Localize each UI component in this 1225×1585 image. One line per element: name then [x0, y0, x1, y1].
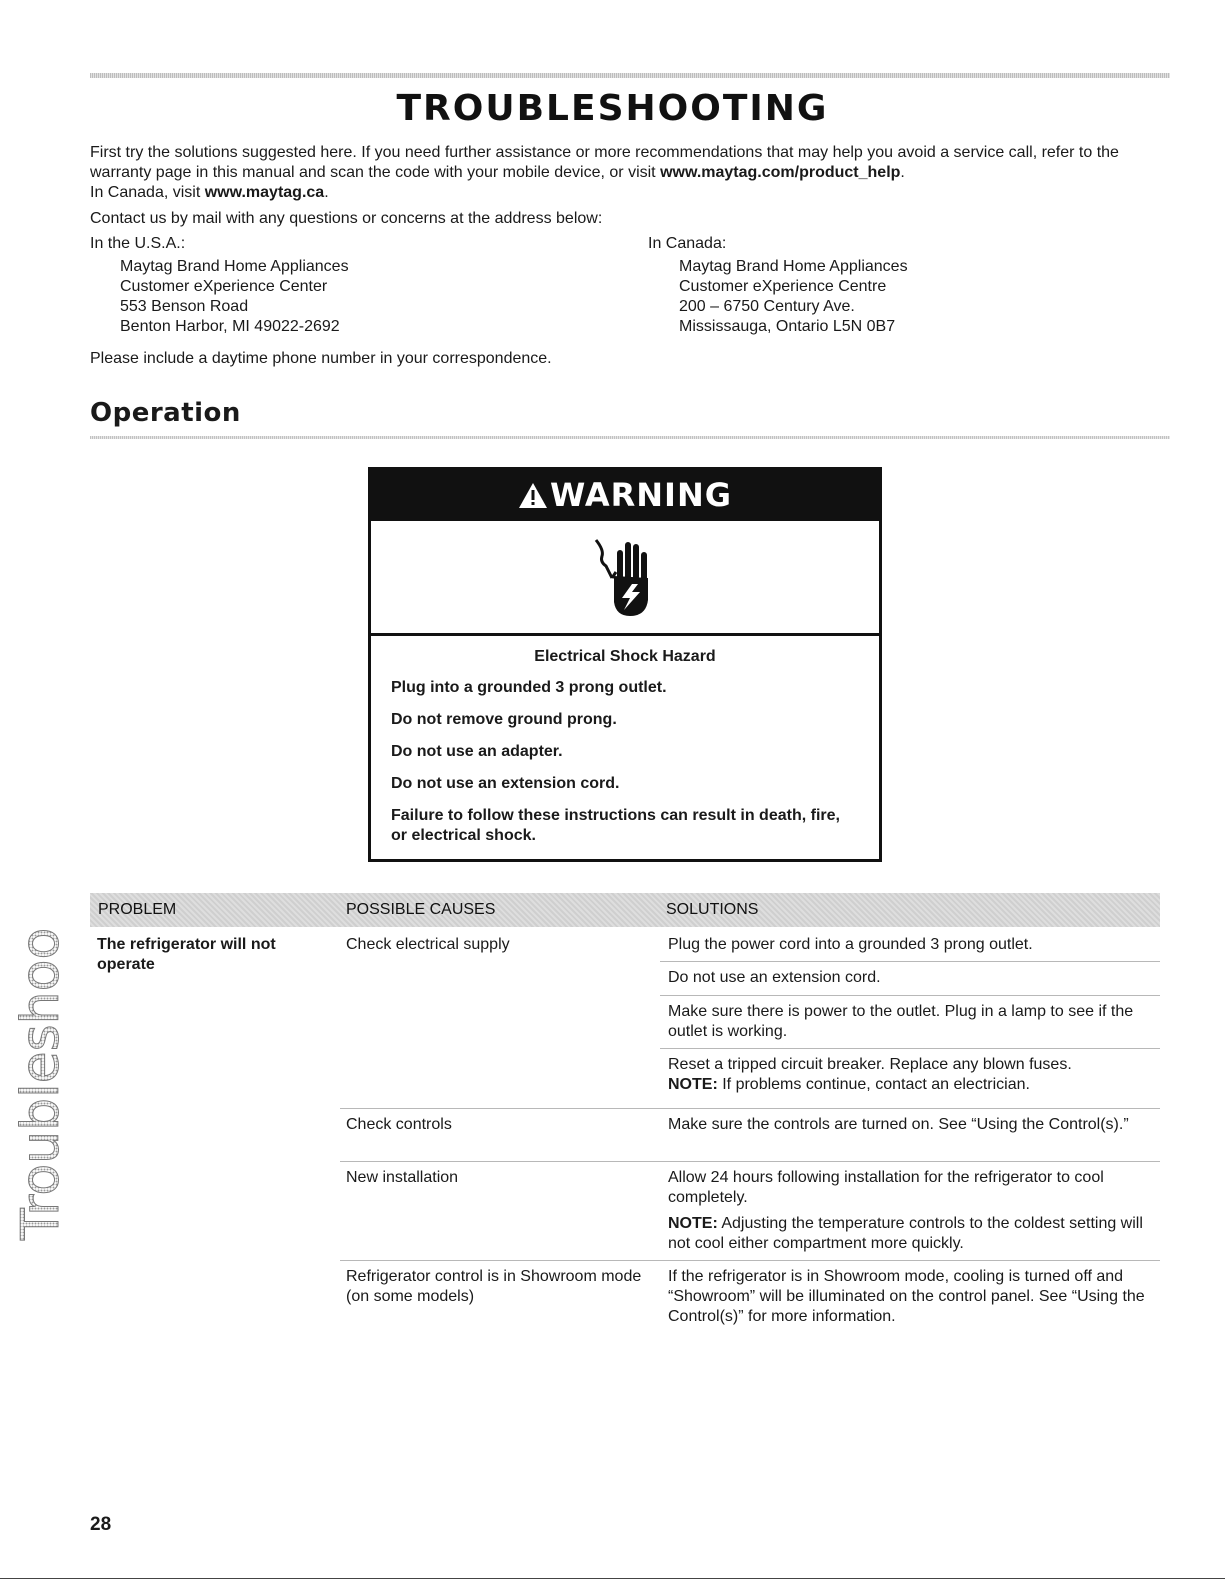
note-label: NOTE:: [668, 1076, 718, 1093]
problem-text: The refrigerator will not operate: [97, 936, 276, 973]
row-divider: [340, 1260, 1160, 1261]
cause-text: Refrigerator control is in Showroom mode (on some models): [346, 1268, 642, 1305]
solution-text: Plug the power cord into a grounded 3 prong outlet.: [668, 936, 1033, 953]
solution-text: [668, 1168, 1158, 1254]
canada-label: In Canada:: [648, 235, 727, 252]
page-title: TROUBLESHOOTING: [396, 88, 829, 129]
top-rule: [90, 73, 1170, 78]
intro-paragraph: [90, 143, 1175, 203]
usa-address-line: 553 Benson Road: [120, 298, 249, 315]
hazard-title: Electrical Shock Hazard: [534, 648, 716, 665]
solution-text: Make sure the controls are turned on. See “Using the Control(s).”: [668, 1116, 1129, 1133]
section-heading: Operation: [90, 398, 241, 428]
row-divider: [340, 1161, 1160, 1162]
bottom-rule: [0, 1578, 1225, 1579]
product-help-link[interactable]: www.maytag.com/product_help: [660, 164, 901, 181]
warning-line: Plug into a grounded 3 prong outlet.: [391, 679, 667, 696]
table-header: [90, 893, 1160, 927]
canada-link[interactable]: www.maytag.ca: [204, 184, 325, 201]
warning-line: Do not remove ground prong.: [391, 711, 617, 728]
canada-address-line: 200 – 6750 Century Ave.: [679, 298, 855, 315]
solution-note: [668, 1075, 1158, 1095]
canada-address: [648, 234, 1168, 337]
row-divider: [660, 995, 1160, 996]
usa-address-line: Customer eXperience Center: [120, 278, 328, 295]
note-label: NOTE:: [668, 1215, 718, 1232]
cause-text: New installation: [346, 1169, 459, 1186]
side-tab-label: [0, 930, 68, 1250]
section-rule: [90, 436, 1170, 439]
solution-text: If the refrigerator is in Showroom mode, cooling is turned off and “Showroom” will be illuminated on the control panel. See “Using the Control(s)” for more information.: [668, 1268, 1145, 1325]
canada-text: In Canada, visit: [90, 184, 205, 201]
row-divider: [340, 1108, 1160, 1109]
cause-text: Check controls: [346, 1116, 452, 1133]
solution-text: Do not use an extension cord.: [668, 969, 881, 986]
warning-triangle-icon: [518, 482, 548, 509]
solution-text: [668, 1055, 1158, 1095]
electrical-shock-hand-icon: [590, 532, 660, 622]
header-possible-causes: POSSIBLE CAUSES: [346, 901, 496, 918]
usa-address: [90, 234, 610, 337]
warning-line: Do not use an extension cord.: [391, 775, 620, 792]
include-note: Please include a daytime phone number in your correspondence.: [90, 350, 552, 367]
warning-box: [368, 467, 882, 862]
header-solutions: SOLUTIONS: [666, 901, 759, 918]
intro-text: First try the solutions suggested here. If you need further assistance or more recommendations that may help you avoid a service call, refer to the warranty page in this manual and scan the code with your mobile device, or visit: [90, 144, 1119, 181]
canada-address-line: Customer eXperience Centre: [679, 278, 887, 295]
warning-header: [371, 470, 879, 521]
cause-text: Check electrical supply: [346, 936, 510, 953]
row-divider: [660, 961, 1160, 962]
solution-note: [668, 1214, 1158, 1254]
canada-address-line: Maytag Brand Home Appliances: [679, 258, 908, 275]
svg-text:Troubleshooting: Troubleshooting: [11, 930, 68, 1240]
warning-body: [371, 636, 879, 846]
note-text: Adjusting the temperature controls to the coldest setting will not cool either compartment more quickly.: [668, 1215, 1143, 1252]
side-tab: [0, 930, 68, 1250]
canada-address-line: Mississauga, Ontario L5N 0B7: [679, 318, 896, 335]
solution-line: Reset a tripped circuit breaker. Replace any blown fuses.: [668, 1056, 1072, 1073]
canada-end: .: [324, 184, 329, 201]
intro: [90, 143, 1175, 235]
warning-line: Do not use an adapter.: [391, 743, 563, 760]
row-divider: [660, 1048, 1160, 1049]
intro-end: .: [900, 164, 905, 181]
note-text: If problems continue, contact an electrician.: [717, 1076, 1030, 1093]
header-problem: PROBLEM: [98, 901, 177, 918]
solution-line: Allow 24 hours following installation for the refrigerator to cool completely.: [668, 1169, 1104, 1206]
page-number: 28: [90, 1514, 112, 1535]
usa-label: In the U.S.A.:: [90, 235, 186, 252]
usa-address-line: Maytag Brand Home Appliances: [120, 258, 349, 275]
usa-address-line: Benton Harbor, MI 49022-2692: [120, 318, 340, 335]
warning-header-text: WARNING: [550, 476, 732, 514]
warning-line: Failure to follow these instructions can result in death, fire, or electrical shock.: [391, 807, 840, 844]
solution-text: Make sure there is power to the outlet. Plug in a lamp to see if the outlet is working.: [668, 1003, 1134, 1040]
warning-icon-area: [371, 521, 879, 636]
contact-text: Contact us by mail with any questions or concerns at the address below:: [90, 210, 603, 227]
